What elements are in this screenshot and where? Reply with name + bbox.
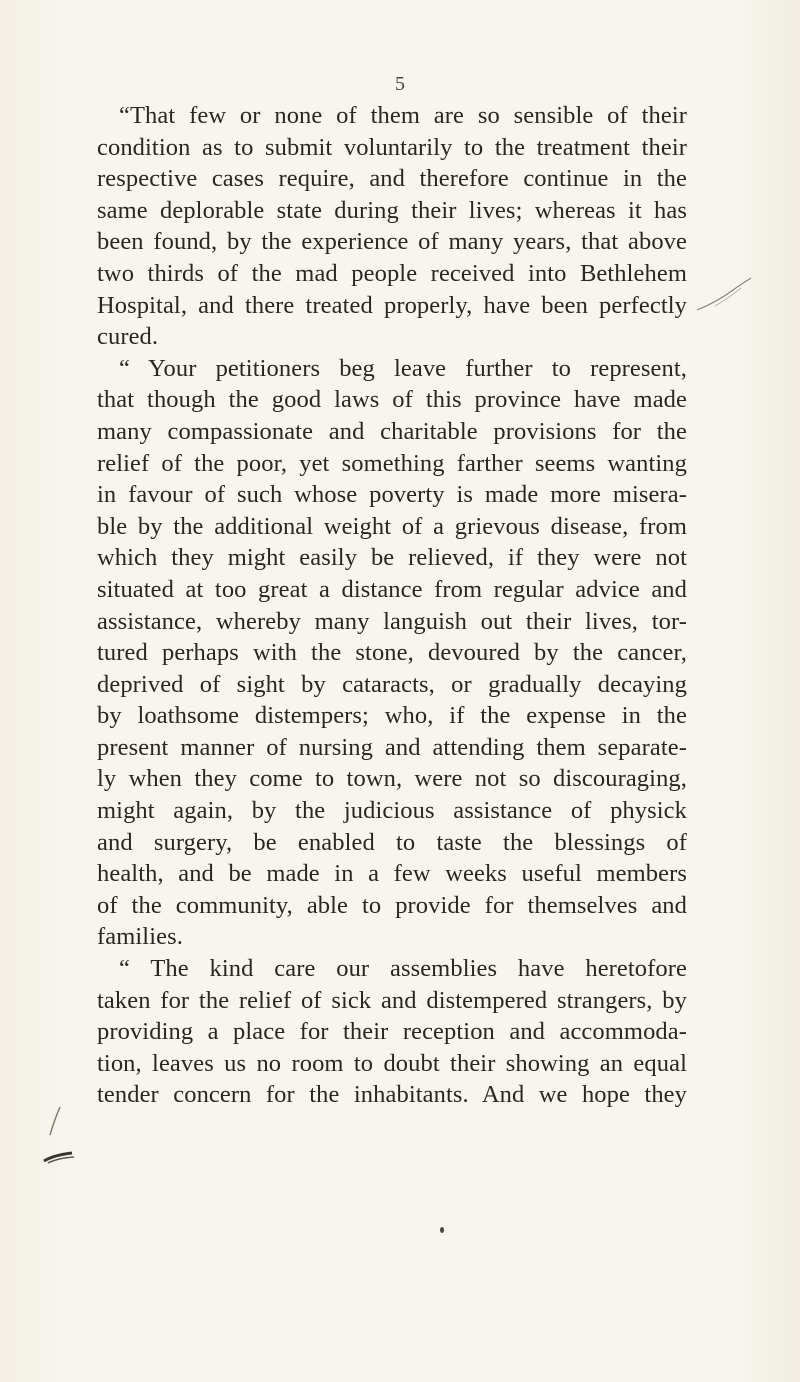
- text-line: relief of the poor, yet something farther seems wanting: [97, 449, 687, 477]
- text-line: two thirds of the mad people received into Bethlehem: [97, 259, 687, 287]
- ink-speck: [438, 1225, 446, 1235]
- text-line: health, and be made in a few weeks useful members: [97, 860, 687, 888]
- text-line: that though the good laws of this province have made: [97, 386, 687, 414]
- text-line: respective cases require, and therefore continue in the: [97, 165, 687, 193]
- text-line: situated at too great a distance from regular advice and: [97, 575, 687, 603]
- text-line: and surgery, be enabled to taste the blessings of: [97, 828, 687, 856]
- margin-pen-stroke: [695, 276, 755, 314]
- text-line: providing a place for their reception and accommoda-: [97, 1018, 687, 1046]
- text-line: many compassionate and charitable provisions for the: [97, 417, 687, 445]
- text-line: condition as to submit voluntarily to the treatment their: [97, 133, 687, 161]
- text-line: tion, leaves us no room to doubt their showing an equal: [97, 1049, 687, 1077]
- text-line: by loathsome distempers; who, if the expense in the: [97, 702, 687, 730]
- body-text: [97, 100, 687, 1111]
- text-line: families.: [97, 923, 183, 951]
- text-line: ble by the additional weight of a grievous disease, from: [97, 512, 687, 540]
- page-number: 5: [395, 73, 405, 95]
- text-line: “ Your petitioners beg leave further to represent,: [119, 354, 687, 382]
- text-line: present manner of nursing and attending them separate-: [97, 733, 687, 761]
- text-line: been found, by the experience of many years, that above: [97, 228, 687, 256]
- text-line: same deplorable state during their lives; whereas it has: [97, 196, 687, 224]
- text-line: “ The kind care our assemblies have heretofore: [119, 955, 687, 983]
- text-line: which they might easily be relieved, if they were not: [97, 544, 687, 572]
- text-line: ly when they come to town, were not so discouraging,: [97, 765, 687, 793]
- left-margin-mark: [38, 1105, 78, 1165]
- text-line: cured.: [97, 323, 159, 351]
- text-line: might again, by the judicious assistance of physick: [97, 797, 687, 825]
- text-line: in favour of such whose poverty is made more misera-: [97, 481, 687, 509]
- text-line: deprived of sight by cataracts, or gradually decaying: [97, 670, 687, 698]
- text-line: Hospital, and there treated properly, have been perfectly: [97, 291, 687, 319]
- text-line: taken for the relief of sick and distempered strangers, by: [97, 986, 687, 1014]
- text-line: tured perhaps with the stone, devoured by the cancer,: [97, 639, 687, 667]
- text-line: assistance, whereby many languish out their lives, tor-: [97, 607, 687, 635]
- text-line: “That few or none of them are so sensible of their: [119, 102, 687, 129]
- text-line: of the community, able to provide for themselves and: [97, 891, 687, 919]
- text-line: tender concern for the inhabitants. And we hope they: [97, 1081, 687, 1109]
